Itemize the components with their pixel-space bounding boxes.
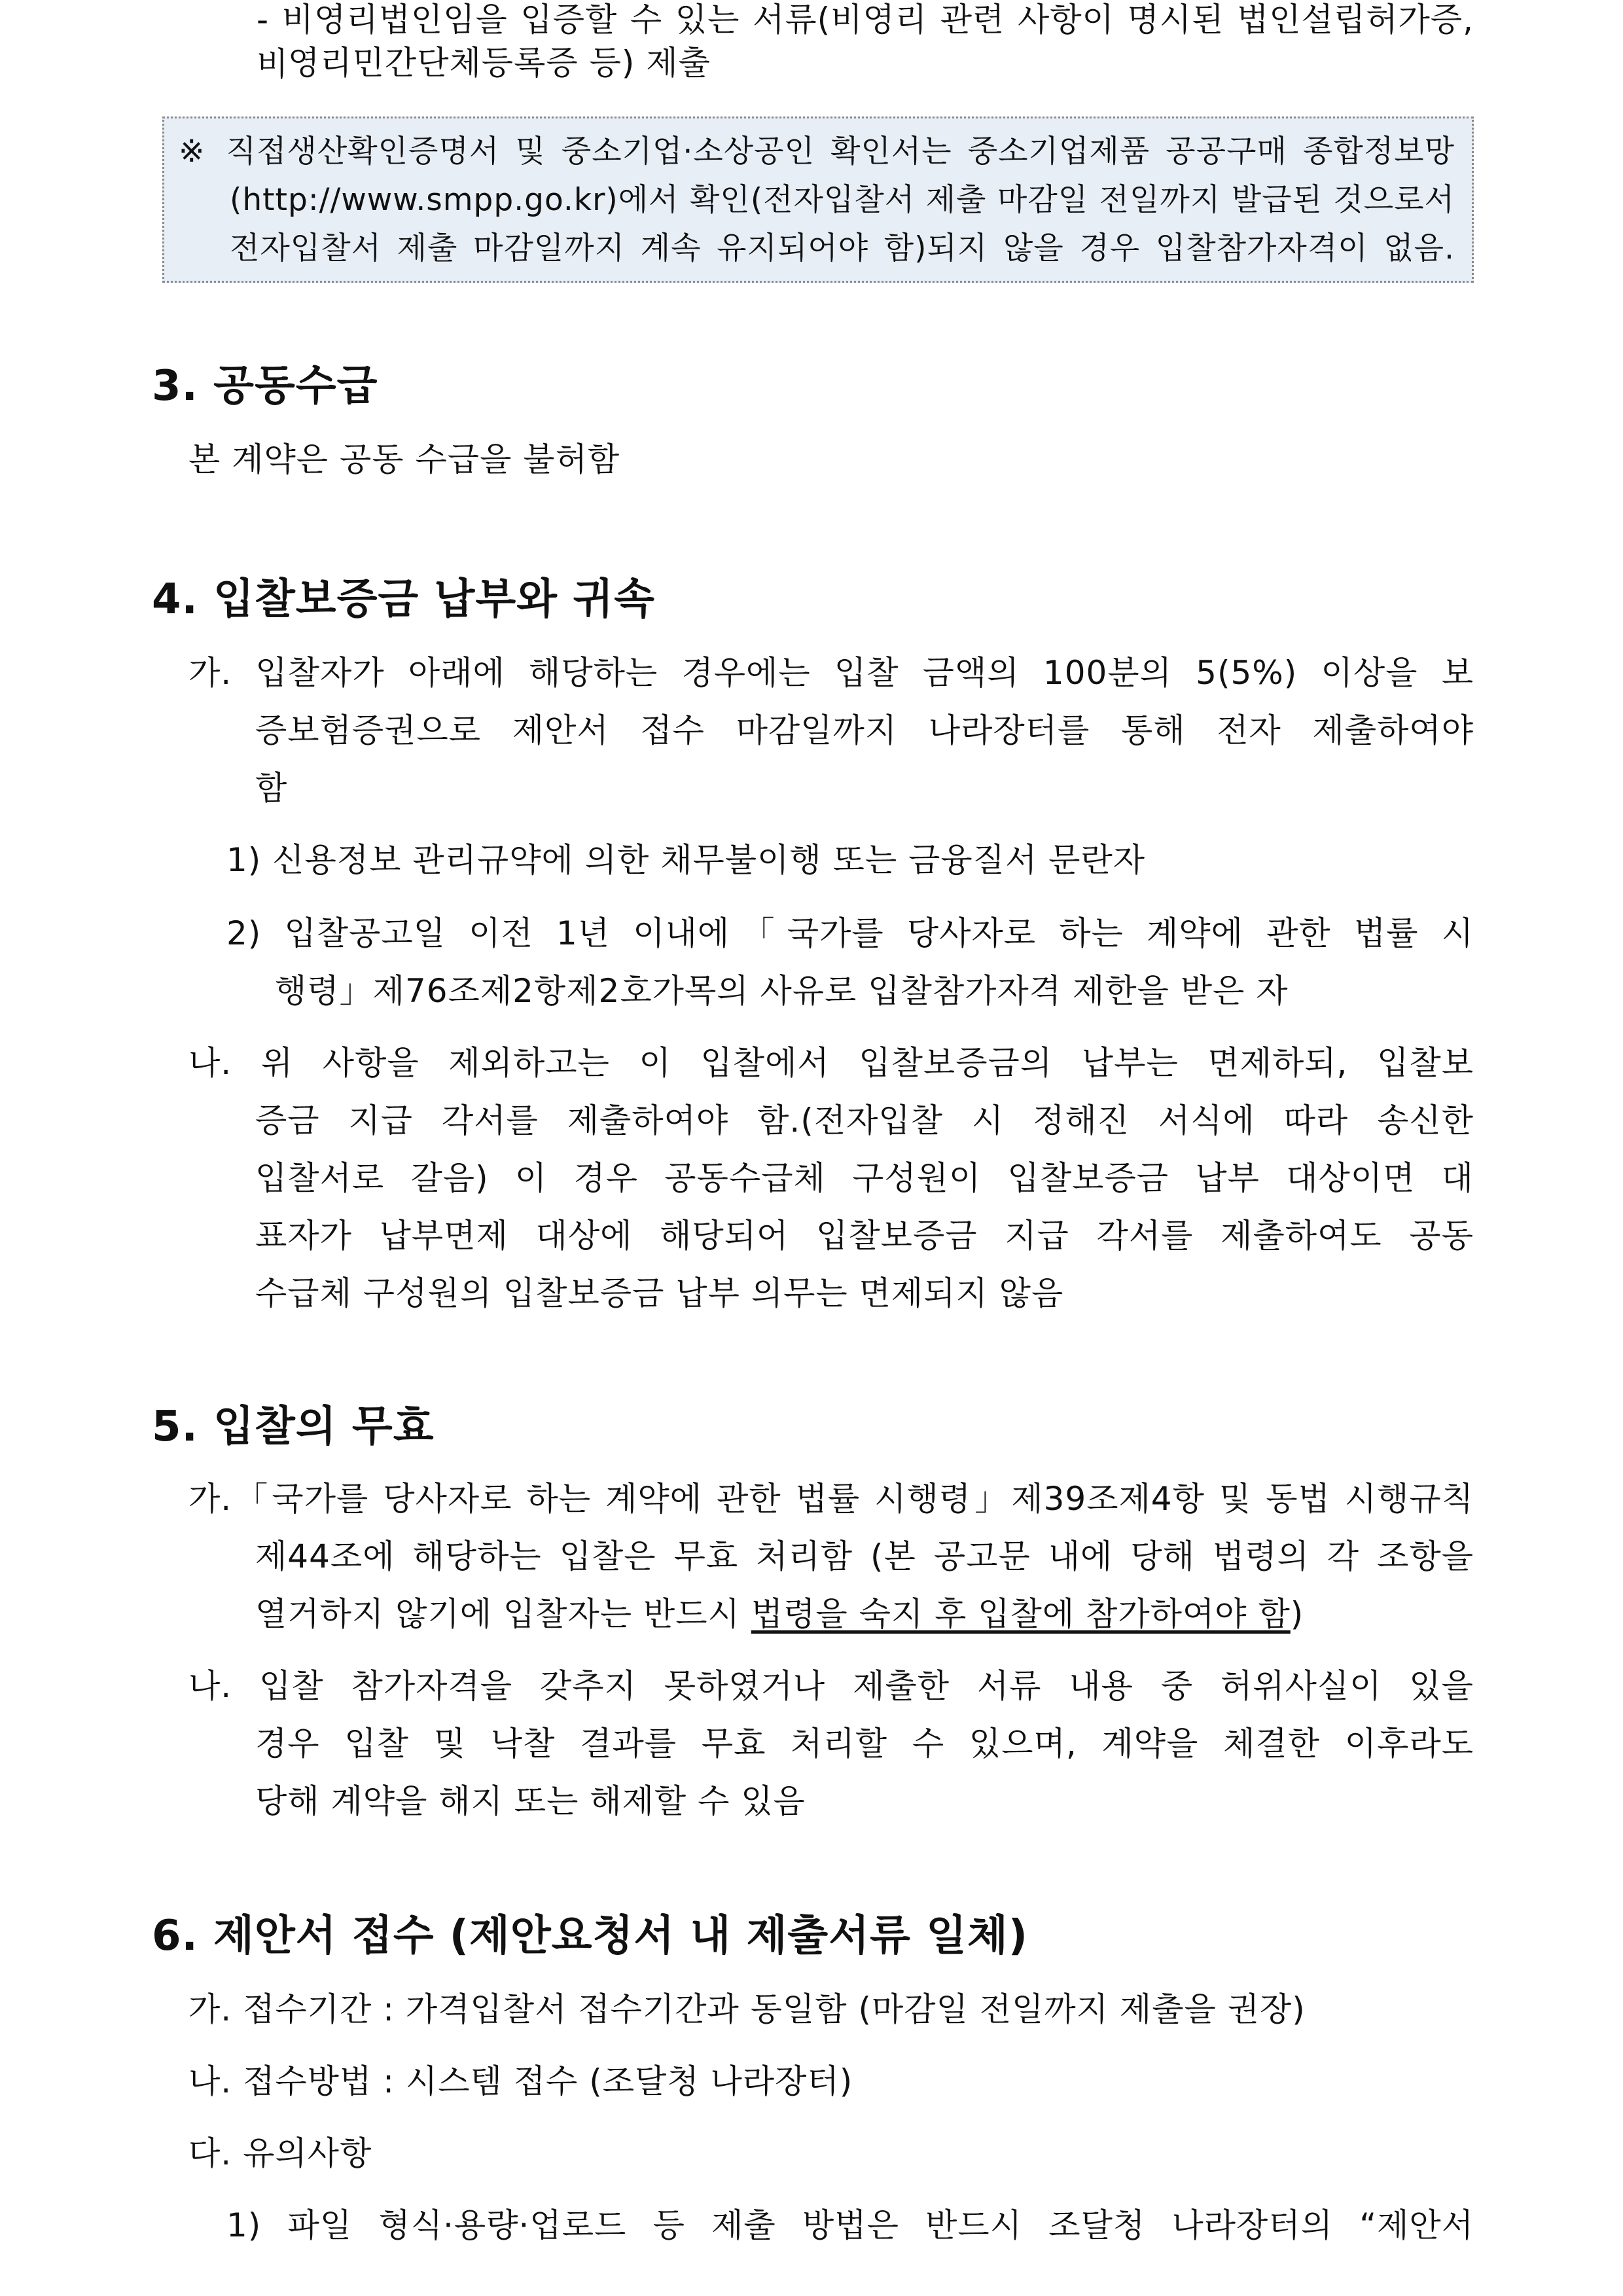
section-6-na: 나. 접수방법 : 시스템 접수 (조달청 나라장터) [188,2062,853,2100]
section-5-ga-line-1: 가.「국가를 당사자로 하는 계약에 관한 법률 시행령」제39조제4항 및 동법 시행규칙 [188,1480,1474,1518]
section-4-item-2-line-1: 2) 입찰공고일 이전 1년 이내에「국가를 당사자로 하는 계약에 관한 법률 시 [226,914,1474,952]
section-3-body: 본 계약은 공동 수급을 불허함 [188,440,620,478]
top-line-1: - 비영리법인임을 입증할 수 있는 서류(비영리 관련 사항이 명시된 법인설립허가증, 비 [257,1,1474,83]
section-4-na-line-5: 수급체 구성원의 입찰보증금 납부 의무는 면제되지 않음 [255,1274,1064,1312]
section-5-ga-line-3 [255,1592,1304,1636]
section-4-item-1: 1) 신용정보 관리규약에 의한 채무불이행 또는 금융질서 문란자 [226,841,1146,879]
section-5-underlined-text: 법령을 숙지 후 입찰에 참가하여야 함 [751,1595,1291,1633]
note-box [162,117,1474,283]
section-6-title: 6. 제안서 접수 (제안요청서 내 제출서류 일체) [152,1912,1029,1960]
section-4-ga-line-3: 함 [255,769,288,807]
section-5-ga-line-2: 제44조에 해당하는 입찰은 무효 처리함 (본 공고문 내에 당해 법령의 각 조항을 [255,1537,1474,1575]
section-4-title: 4. 입찰보증금 납부와 귀속 [152,575,655,624]
section-4-na-line-2: 증금 지급 각서를 제출하여야 함.(전자입찰 시 정해진 서식에 따라 송신한 [255,1102,1474,1139]
section-4-na-line-3: 입찰서로 갈음) 이 경우 공동수급체 구성원이 입찰보증금 납부 대상이면 대 [255,1159,1474,1197]
note-line-3: 전자입찰서 제출 마감일까지 계속 유지되어야 함)되지 않을 경우 입찰참가자격이 없음. [230,230,1455,266]
note-line-2: (http://www.smpp.go.kr)에서 확인(전자입찰서 제출 마감일 전일까지 발급된 것으로서 [230,182,1455,218]
section-4-na-line-1: 나. 위 사항을 제외하고는 이 입찰에서 입찰보증금의 납부는 면제하되, 입찰보 [188,1044,1474,1082]
top-line-2: 영리민간단체등록증 등) 제출 [288,44,711,82]
section-4-ga-line-2: 증보험증권으로 제안서 접수 마감일까지 나라장터를 통해 전자 제출하여야 [255,711,1474,749]
section-4-ga-line-1: 가. 입찰자가 아래에 해당하는 경우에는 입찰 금액의 100분의 5(5%) 이상을 보 [188,654,1474,692]
section-5-ga-line-3-c: ) [1290,1595,1304,1633]
section-6-ga: 가. 접수기간 : 가격입찰서 접수기간과 동일함 (마감일 전일까지 제출을 권장) [188,1990,1306,2028]
section-5-na-line-1: 나. 입찰 참가자격을 갖추지 못하였거나 제출한 서류 내용 중 허위사실이 있을 [188,1667,1474,1705]
note-line-1: ※ 직접생산확인증명서 및 중소기업·소상공인 확인서는 중소기업제품 공공구매 종합정보망 [179,134,1455,170]
section-5-title: 5. 입찰의 무효 [152,1403,435,1451]
section-3-title: 3. 공동수급 [152,362,378,410]
section-5-na-line-3: 당해 계약을 해지 또는 해제할 수 있음 [255,1782,806,1820]
section-6-item-1: 1) 파일 형식·용량·업로드 등 제출 방법은 반드시 조달청 나라장터의 “제안서 [226,2206,1474,2244]
section-6-da: 다. 유의사항 [188,2134,372,2172]
section-5-ga-line-3-a: 열거하지 않기에 입찰자는 반드시 [255,1595,751,1633]
section-4-na-line-4: 표자가 납부면제 대상에 해당되어 입찰보증금 지급 각서를 제출하여도 공동 [255,1217,1474,1255]
section-5-na-line-2: 경우 입찰 및 낙찰 결과를 무효 처리할 수 있으며, 계약을 체결한 이후라도 [255,1725,1474,1763]
section-4-item-2-line-2: 행령」제76조제2항제2호가목의 사유로 입찰참가자격 제한을 받은 자 [275,972,1289,1010]
